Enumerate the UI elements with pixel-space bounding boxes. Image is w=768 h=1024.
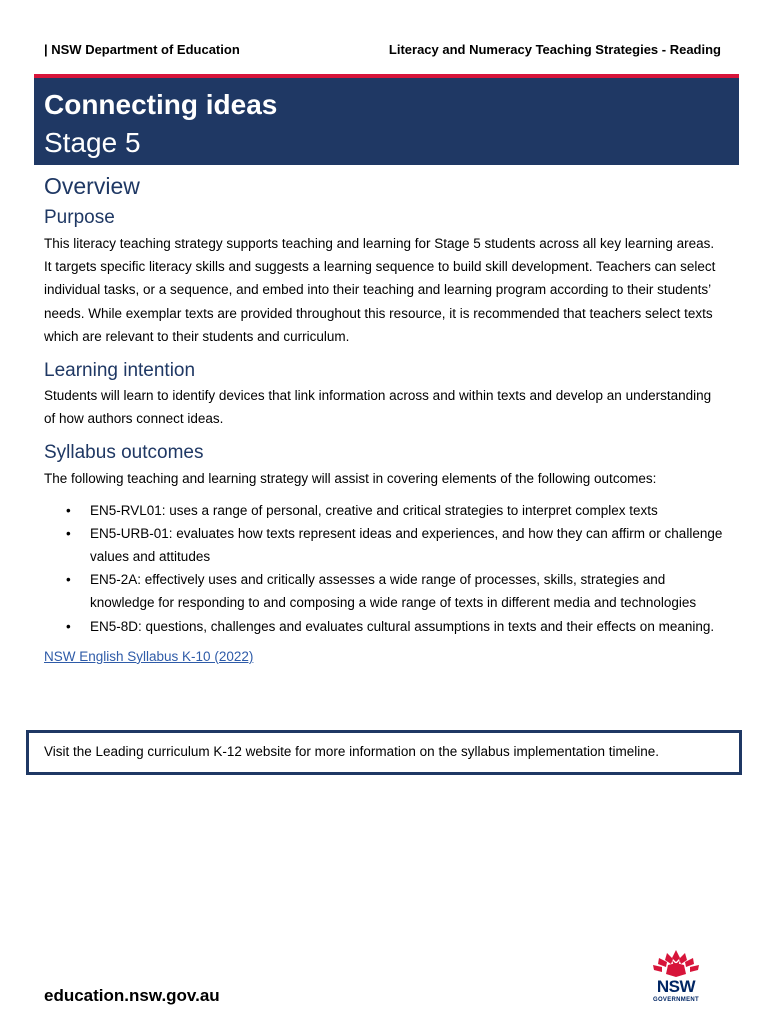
outcome-text: EN5-2A: effectively uses and critically assesses a wide range of processes, skills, strategies and knowledge for responding to and composing a wide range of texts in different media and technologies — [90, 572, 697, 611]
main-content — [44, 170, 724, 668]
purpose-heading: Purpose — [44, 207, 115, 228]
title-banner — [34, 78, 739, 165]
bullet-icon: • — [66, 618, 71, 634]
syllabus-callout-box — [26, 730, 742, 775]
syllabus-outcomes-heading: Syllabus outcomes — [44, 442, 204, 464]
syllabus-link[interactable]: NSW English Syllabus K-10 (2022) — [44, 648, 254, 664]
nsw-logo-text: NSW — [656, 977, 696, 996]
bullet-icon: • — [66, 572, 71, 588]
overview-heading: Overview — [44, 173, 140, 199]
page-title: Connecting ideas — [44, 89, 278, 120]
purpose-text: This literacy teaching strategy supports teaching and learning for Stage 5 students across all key learning areas. It targets specific literacy skills and suggests a learning sequence to build skill development. Teachers can select individual tasks, or a sequence, and embed into their teaching and learning program according to their students’ needs. While exemplar texts are provided throughout this resource, it is recommended that teachers select texts which are relevant to their students and curriculum. — [44, 236, 716, 344]
outcomes-list — [44, 499, 724, 638]
header-department: | NSW Department of Education — [44, 42, 240, 57]
waratah-icon — [646, 948, 706, 980]
list-item — [44, 522, 724, 568]
callout-text: Visit the Leading curriculum K-12 website for more information on the syllabus implementation timeline. — [44, 744, 660, 759]
bullet-icon: • — [66, 502, 71, 518]
nsw-government-logo — [646, 948, 706, 1006]
nsw-logo-subtext: GOVERNMENT — [652, 997, 699, 1003]
outcome-text: EN5-RVL01: uses a range of personal, creative and critical strategies to interpret complex texts — [90, 502, 658, 518]
learning-intention-heading: Learning intention — [44, 360, 196, 382]
syllabus-outcomes-intro: The following teaching and learning strategy will assist in covering elements of the following outcomes: — [44, 471, 657, 487]
header-document-title: Literacy and Numeracy Teaching Strategies - Reading — [388, 42, 721, 57]
list-item — [44, 615, 724, 638]
list-item — [44, 499, 724, 522]
bullet-icon: • — [66, 525, 71, 541]
footer-url: education.nsw.gov.au — [44, 986, 220, 1005]
outcome-text: EN5-8D: questions, challenges and evaluates cultural assumptions in texts and their effects on meaning. — [90, 618, 715, 634]
outcome-text: EN5-URB-01: evaluates how texts represent ideas and experiences, and how they can affirm or challenge values and attitudes — [90, 525, 723, 565]
list-item — [44, 568, 724, 614]
learning-intention-text: Students will learn to identify devices that link information across and within texts and develop an understanding of how authors connect ideas. — [44, 388, 712, 427]
page-subtitle: Stage 5 — [44, 127, 141, 158]
